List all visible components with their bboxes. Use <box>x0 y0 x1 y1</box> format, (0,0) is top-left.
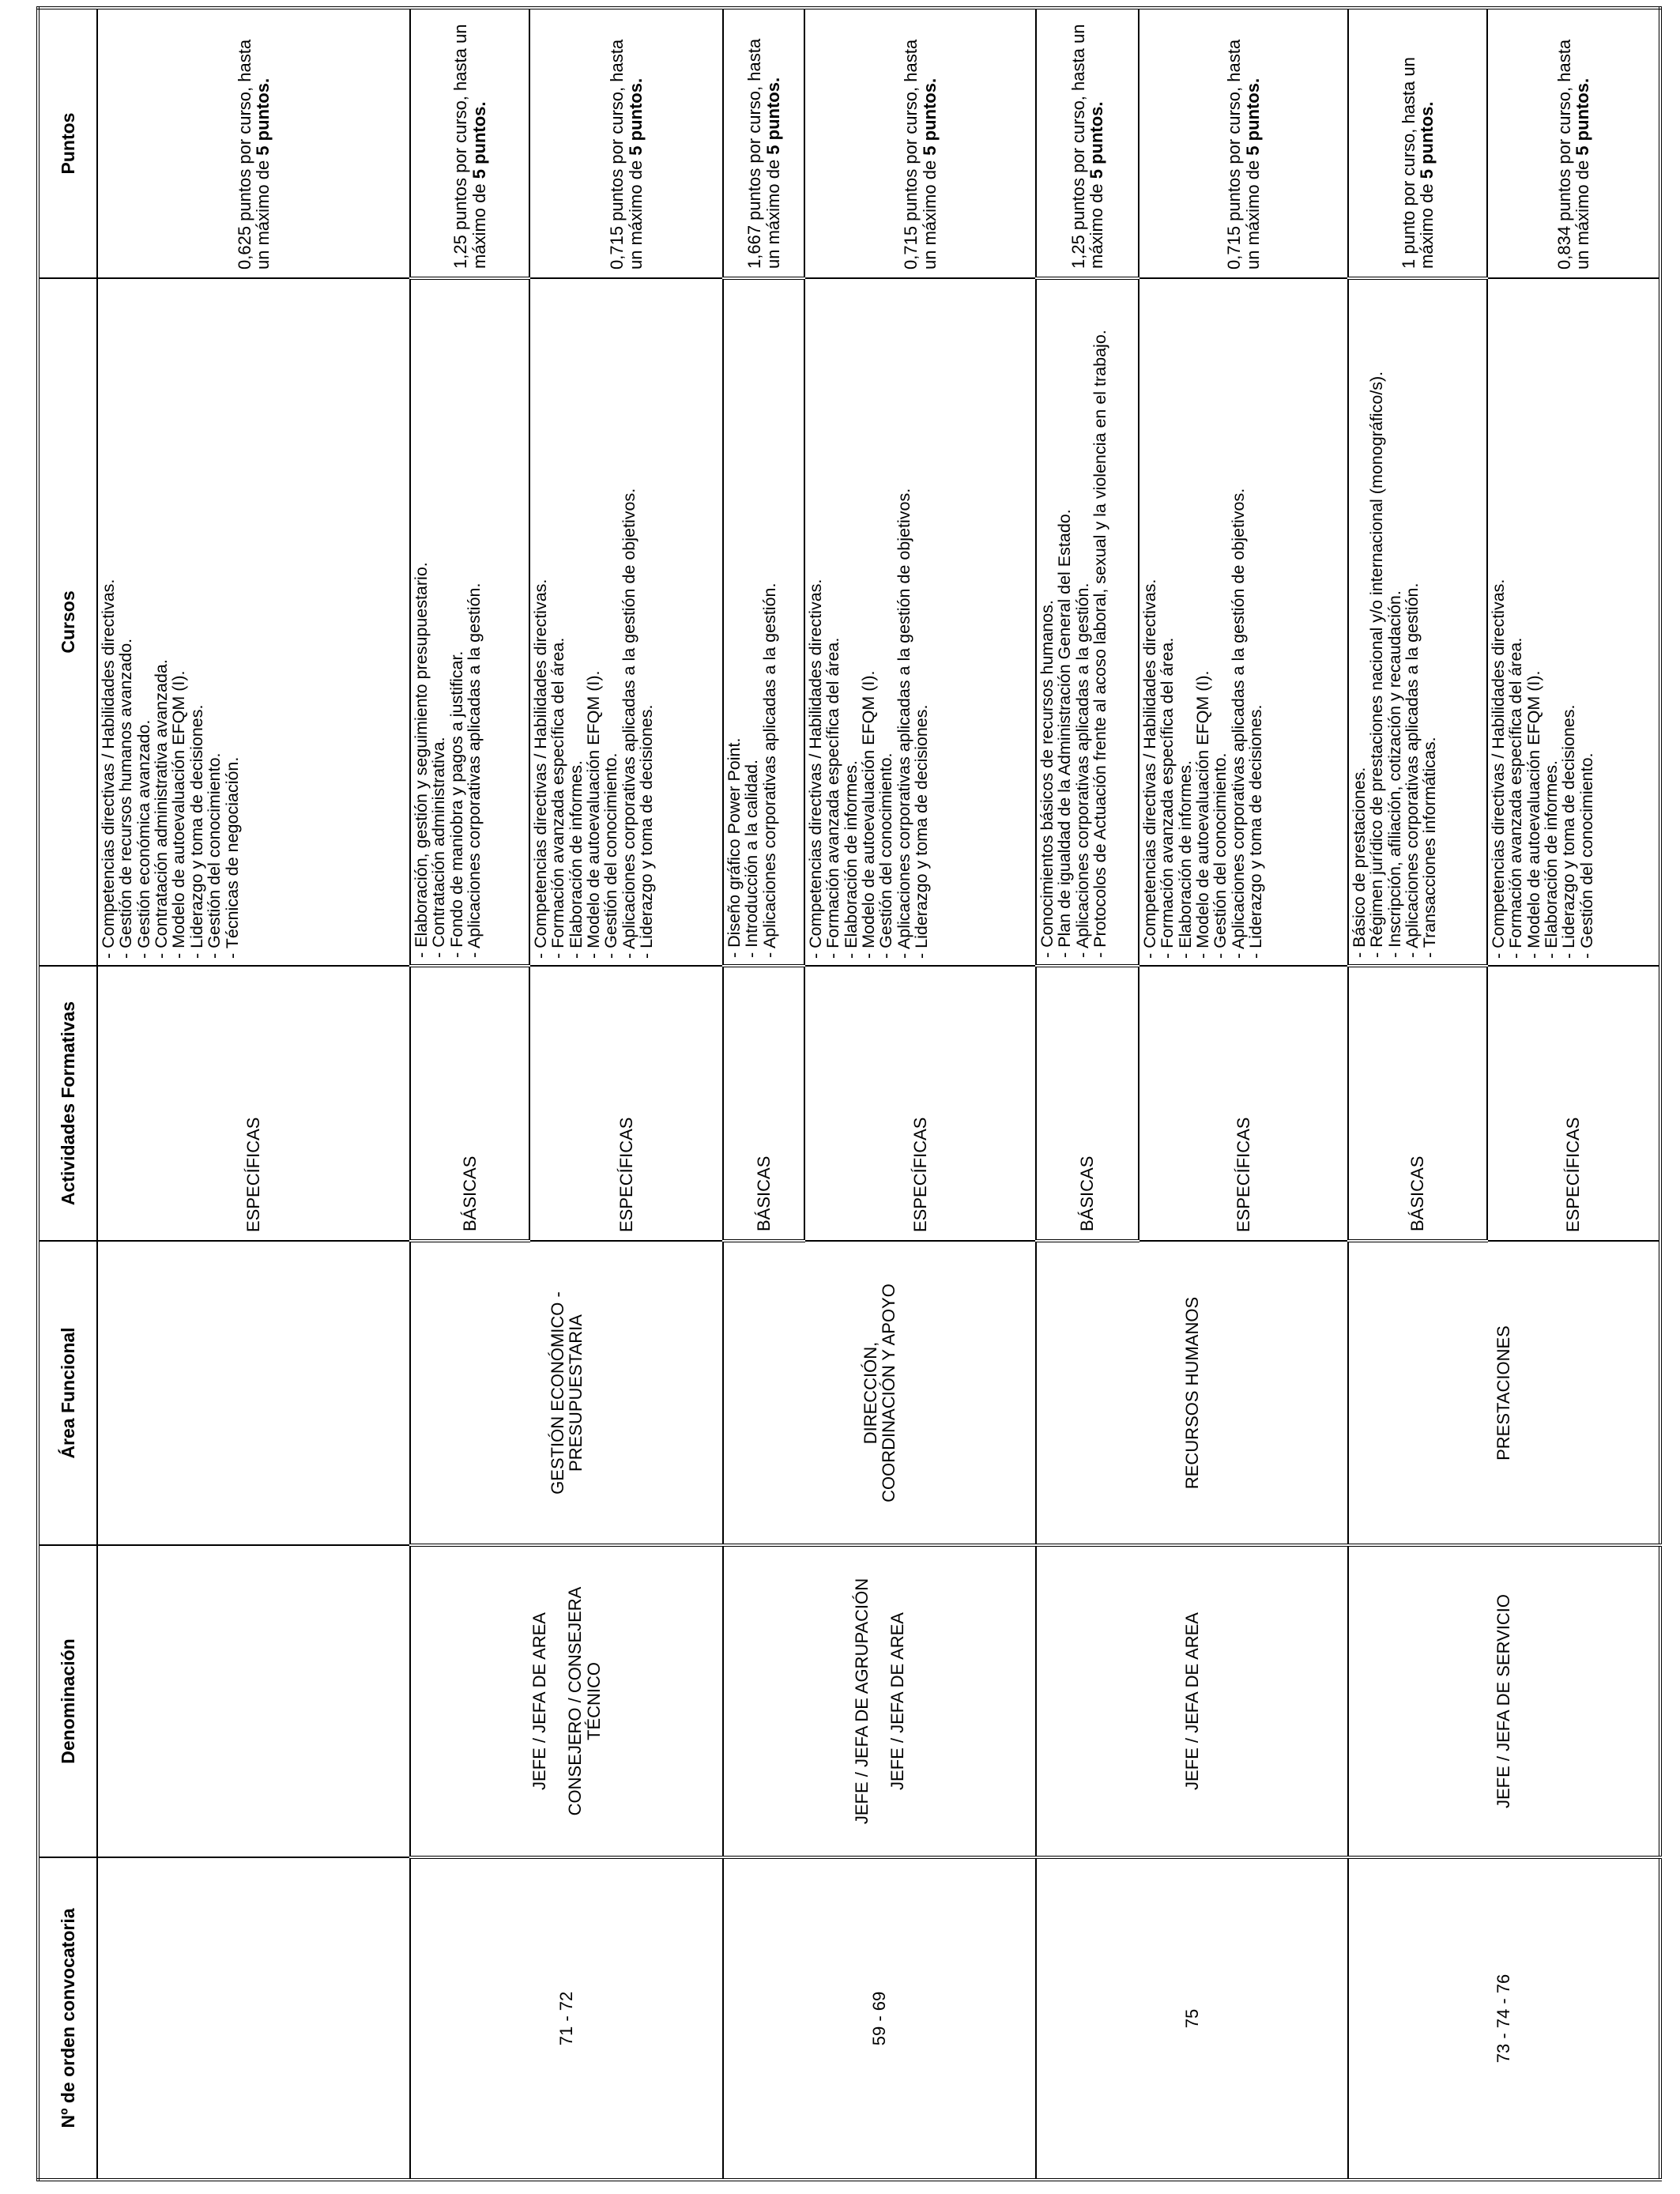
curso-item: - Gestión económica avanzado. <box>134 719 153 959</box>
puntos-cell <box>723 8 804 278</box>
area-text: COORDINACIÓN Y APOYO <box>879 1284 898 1502</box>
curso-item: - Liderazgo y toma de decisiones. <box>186 704 206 959</box>
curso-item: - Formación avanzada específica del área. <box>823 637 843 959</box>
curso-item: - Contratación administrativa avanzada. <box>152 659 171 959</box>
denominacion-text: JEFE / JEFA DE AREA <box>887 1612 907 1790</box>
curso-item: - Aplicaciones corporativas aplicadas a la gestión de objetivos. <box>619 488 638 959</box>
curso-item: - Conocimientos básicos de recursos humanos. <box>1038 600 1057 958</box>
cursos-cell <box>723 278 804 966</box>
denominacion-text: JEFE / JEFA DE AREA <box>1181 1612 1202 1790</box>
orden-cell: 59 - 69 <box>723 1857 1036 2180</box>
curso-item: - Formación avanzada específica del área. <box>1506 637 1526 959</box>
curso-item: - Contratación administrativa. <box>429 737 449 958</box>
denominacion-cell <box>1348 1545 1660 1857</box>
formation-table <box>36 6 1662 2181</box>
curso-item: - Elaboración de informes. <box>1542 760 1561 959</box>
table-row <box>723 8 804 2180</box>
curso-item: - Aplicaciones corporativas aplicadas a la gestión. <box>759 582 779 958</box>
denominacion-text: JEFE / JEFA DE AGRUPACIÓN <box>851 1578 872 1825</box>
puntos-cell <box>1036 8 1139 278</box>
puntos-cell <box>1348 8 1487 278</box>
denominacion-cell <box>97 1545 410 1857</box>
header-cursos: Cursos <box>38 278 97 966</box>
curso-item: - Elaboración de informes. <box>566 760 586 959</box>
curso-item: - Diseño gráfico Power Point. <box>725 737 744 958</box>
puntos-text: 0,715 puntos por curso, hasta un máximo de <box>901 39 940 270</box>
table-row <box>97 8 410 2180</box>
puntos-max: 5 puntos. <box>919 77 940 156</box>
puntos-text: 0,625 puntos por curso, hasta un máximo de <box>234 39 273 270</box>
curso-item: - Introducción a la calidad. <box>742 760 762 958</box>
area-funcional-cell <box>97 1241 410 1545</box>
denominacion-text: CONSEJERO / CONSEJERA TÉCNICO <box>565 1586 604 1816</box>
puntos-max: 5 puntos. <box>763 77 783 155</box>
puntos-text: 1 punto por curso, hasta un máximo de <box>1398 57 1437 269</box>
puntos-cell <box>410 8 529 278</box>
curso-item: - Elaboración de informes. <box>1175 760 1195 959</box>
curso-item: - Competencias directivas / Habilidades directivas. <box>1489 579 1508 959</box>
actividad-cell: BÁSICAS <box>723 966 804 1241</box>
curso-item: - Liderazgo y toma de decisiones. <box>1246 704 1266 959</box>
header-actividades: Actividades Formativas <box>38 966 97 1241</box>
header-row <box>38 8 97 2180</box>
puntos-text: 1,667 puntos por curso, hasta un máximo de <box>744 38 783 269</box>
denominacion-cell <box>723 1545 1036 1857</box>
puntos-cell <box>804 8 1036 278</box>
curso-item: - Protocolos de Actuación frente al acoso laboral, sexual y la violencia en el trabajo. <box>1090 330 1110 958</box>
actividad-cell: ESPECÍFICAS <box>1487 966 1660 1241</box>
curso-item: - Formación avanzada específica del área. <box>1158 637 1177 959</box>
curso-item: - Aplicaciones corporativas aplicadas a la gestión. <box>1072 582 1092 958</box>
curso-item: - Liderazgo y toma de decisiones. <box>1559 704 1579 959</box>
cursos-cell <box>804 278 1036 966</box>
actividad-cell: BÁSICAS <box>410 966 529 1241</box>
curso-item: - Gestión del conocimiento. <box>205 752 224 959</box>
curso-item: - Aplicaciones corporativas aplicadas a la gestión de objetivos. <box>894 488 913 959</box>
cursos-cell <box>1139 278 1348 966</box>
curso-item: - Liderazgo y toma de decisiones. <box>912 704 932 959</box>
area-text: GESTIÓN ECONÓMICO - PRESUPUESTARIA <box>547 1291 586 1495</box>
curso-item: - Gestión de recursos humanos avanzado. <box>116 638 136 959</box>
curso-item: - Transacciones informáticas. <box>1420 737 1440 958</box>
header-area: Área Funcional <box>38 1241 97 1545</box>
puntos-cell <box>1487 8 1660 278</box>
curso-item: - Competencias directivas / Habilidades directivas. <box>531 579 550 959</box>
cursos-cell <box>410 278 529 966</box>
orden-cell: 73 - 74 - 76 <box>1348 1857 1660 2180</box>
header-denominacion: Denominación <box>38 1545 97 1857</box>
puntos-max: 5 puntos. <box>1087 101 1106 179</box>
puntos-max: 5 puntos. <box>1417 101 1437 179</box>
actividad-cell: BÁSICAS <box>1348 966 1487 1241</box>
orden-cell: 71 - 72 <box>410 1857 723 2180</box>
denominacion-cell <box>1036 1545 1348 1857</box>
curso-item: - Elaboración, gestión y seguimiento presupuestario. <box>412 562 431 958</box>
table-body <box>97 8 1660 2180</box>
puntos-max: 5 puntos. <box>1242 77 1263 156</box>
actividad-cell: ESPECÍFICAS <box>529 966 723 1241</box>
curso-item: - Gestión del conocimiento. <box>1576 752 1596 959</box>
table-row <box>1036 8 1139 2180</box>
header-orden: Nº de orden convocatoria <box>38 1857 97 2180</box>
puntos-cell <box>97 8 410 278</box>
puntos-cell <box>1139 8 1348 278</box>
curso-item: - Fondo de maniobra y pagos a justificar. <box>446 650 466 958</box>
puntos-max: 5 puntos. <box>469 101 489 179</box>
area-funcional-cell <box>410 1241 723 1545</box>
curso-item: - Aplicaciones corporativas aplicadas a la gestión. <box>465 582 484 958</box>
cursos-cell <box>1036 278 1139 966</box>
area-text: PRESTACIONES <box>1494 1325 1514 1461</box>
actividad-cell: ESPECÍFICAS <box>97 966 410 1241</box>
curso-item: - Formación avanzada específica del área. <box>548 637 568 959</box>
curso-item: - Liderazgo y toma de decisiones. <box>637 704 657 959</box>
puntos-cell <box>529 8 723 278</box>
area-funcional-cell <box>1036 1241 1348 1545</box>
orden-cell <box>97 1857 410 2180</box>
curso-item: - Competencias directivas / Habilidades directivas. <box>806 579 825 959</box>
curso-item: - Aplicaciones corporativas aplicadas a la gestión de objetivos. <box>1228 488 1248 959</box>
curso-item: - Gestión del conocimiento. <box>1211 752 1230 959</box>
cursos-cell <box>97 278 410 966</box>
curso-item: - Competencias directivas / Habilidades directivas. <box>1140 579 1159 959</box>
puntos-text: 0,834 puntos por curso, hasta un máximo de <box>1554 39 1592 270</box>
area-text: DIRECCIÓN, <box>860 1341 880 1445</box>
puntos-text: 1,25 puntos por curso, hasta un máximo de <box>1068 24 1106 269</box>
denominacion-text: JEFE / JEFA DE AREA <box>529 1612 550 1790</box>
puntos-text: 0,715 puntos por curso, hasta un máximo de <box>1224 39 1263 270</box>
header-puntos: Puntos <box>38 8 97 278</box>
denominacion-cell <box>410 1545 723 1857</box>
curso-item: - Aplicaciones corporativas aplicadas a la gestión. <box>1403 582 1422 958</box>
puntos-max: 5 puntos. <box>253 77 273 156</box>
curso-item: - Gestión del conocimiento. <box>876 752 896 959</box>
curso-item: - Modelo de autoevaluación EFQM (I). <box>169 670 189 959</box>
curso-item: - Básico de prestaciones. <box>1350 767 1369 958</box>
curso-item: - Técnicas de negociación. <box>222 756 242 959</box>
curso-item: - Elaboración de informes. <box>841 760 861 959</box>
table-row <box>1348 8 1487 2180</box>
curso-item: - Modelo de autoevaluación EFQM (I). <box>859 670 879 959</box>
cursos-cell <box>529 278 723 966</box>
puntos-max: 5 puntos. <box>1573 77 1592 156</box>
actividad-cell: ESPECÍFICAS <box>1139 966 1348 1241</box>
curso-item: - Modelo de autoevaluación EFQM (I). <box>1193 670 1213 959</box>
area-funcional-cell <box>723 1241 1036 1545</box>
puntos-text: 1,25 puntos por curso, hasta un máximo de <box>450 24 489 269</box>
table-row <box>410 8 529 2180</box>
orden-cell: 75 <box>1036 1857 1348 2180</box>
puntos-text: 0,715 puntos por curso, hasta un máximo de <box>607 39 646 270</box>
curso-item: - Inscripción, afiliación, cotización y recaudación. <box>1384 590 1404 958</box>
curso-item: - Modelo de autoevaluación EFQM (I). <box>1524 670 1543 959</box>
curso-item: - Plan de igualdad de la Administración General del Estado. <box>1055 509 1075 958</box>
area-funcional-cell <box>1348 1241 1660 1545</box>
rotated-table-container <box>36 9 1596 2181</box>
curso-item: - Competencias directivas / Habilidades directivas. <box>99 579 118 959</box>
curso-item: - Gestión del conocimiento. <box>601 752 621 959</box>
puntos-max: 5 puntos. <box>625 77 646 156</box>
cursos-cell <box>1348 278 1487 966</box>
curso-item: - Régimen jurídico de prestaciones nacional y/o internacional (monográfico/s). <box>1367 371 1387 958</box>
curso-item: - Modelo de autoevaluación EFQM (I). <box>584 670 604 959</box>
denominacion-text: JEFE / JEFA DE SERVICIO <box>1494 1594 1514 1809</box>
cursos-cell <box>1487 278 1660 966</box>
actividad-cell: ESPECÍFICAS <box>804 966 1036 1241</box>
area-text: RECURSOS HUMANOS <box>1181 1296 1202 1490</box>
actividad-cell: BÁSICAS <box>1036 966 1139 1241</box>
